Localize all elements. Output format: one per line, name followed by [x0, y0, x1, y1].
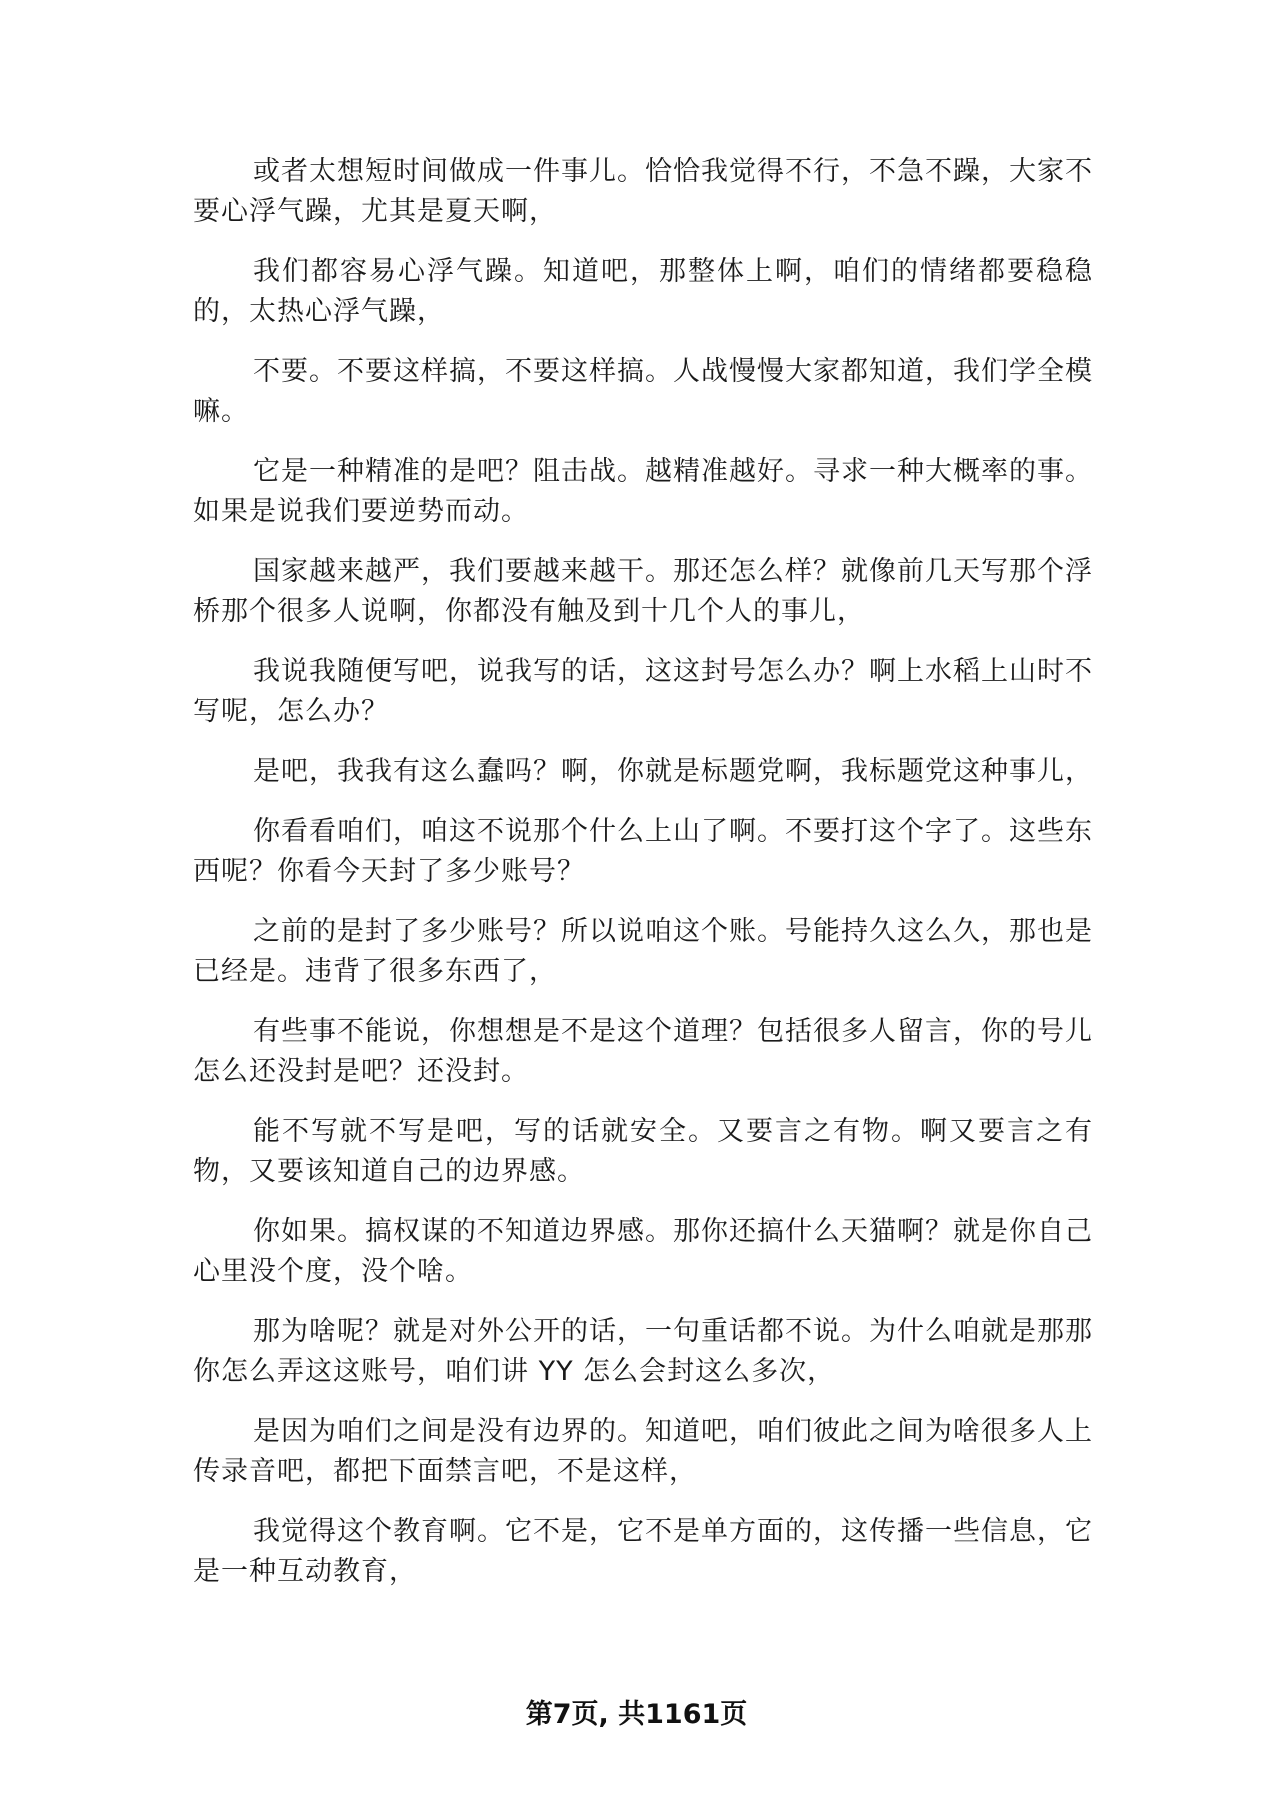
paragraph: 它是一种精准的是吧？阻击战。越精准越好。寻求一种大概率的事。如果是说我们要逆势而动。 [193, 456, 1093, 527]
paragraph: 或者太想短时间做成一件事儿。恰恰我觉得不行，不急不躁，大家不要心浮气躁，尤其是夏天啊， [193, 156, 1093, 227]
paragraph: 有些事不能说，你想想是不是这个道理？包括很多人留言，你的号儿怎么还没封是吧？还没封。 [193, 1016, 1093, 1087]
paragraph: 我们都容易心浮气躁。知道吧，那整体上啊，咱们的情绪都要稳稳的，太热心浮气躁， [193, 256, 1093, 327]
paragraph: 国家越来越严，我们要越来越干。那还怎么样？就像前几天写那个浮桥那个很多人说啊，你都没有触及到十几个人的事儿， [193, 556, 1093, 627]
paragraph: 能不写就不写是吧，写的话就安全。又要言之有物。啊又要言之有物，又要该知道自己的边界感。 [193, 1116, 1093, 1187]
paragraph: 你如果。搞权谋的不知道边界感。那你还搞什么天猫啊？就是你自己心里没个度，没个啥。 [193, 1216, 1093, 1287]
paragraph: 之前的是封了多少账号？所以说咱这个账。号能持久这么久，那也是已经是。违背了很多东西了， [193, 916, 1093, 987]
paragraph: 不要。不要这样搞，不要这样搞。人战慢慢大家都知道，我们学全模嘛。 [193, 356, 1093, 427]
page-number-footer: 第7页, 共1161页 [525, 1699, 748, 1730]
paragraph: 我说我随便写吧，说我写的话，这这封号怎么办？啊上水稻上山时不写呢，怎么办？ [193, 656, 1093, 727]
paragraph: 你看看咱们，咱这不说那个什么上山了啊。不要打这个字了。这些东西呢？你看今天封了多少账号？ [193, 816, 1093, 887]
paragraph: 我觉得这个教育啊。它不是，它不是单方面的，这传播一些信息，它是一种互动教育， [193, 1516, 1093, 1587]
document-body [193, 152, 1093, 1612]
paragraph: 是因为咱们之间是没有边界的。知道吧，咱们彼此之间为啥很多人上传录音吧，都把下面禁言吧，不是这样， [193, 1416, 1093, 1487]
paragraph: 是吧，我我有这么蠢吗？啊，你就是标题党啊，我标题党这种事儿， [253, 756, 1093, 787]
paragraph: 那为啥呢？就是对外公开的话，一句重话都不说。为什么咱就是那那你怎么弄这这账号，咱们讲 YY 怎么会封这么多次， [193, 1316, 1093, 1387]
